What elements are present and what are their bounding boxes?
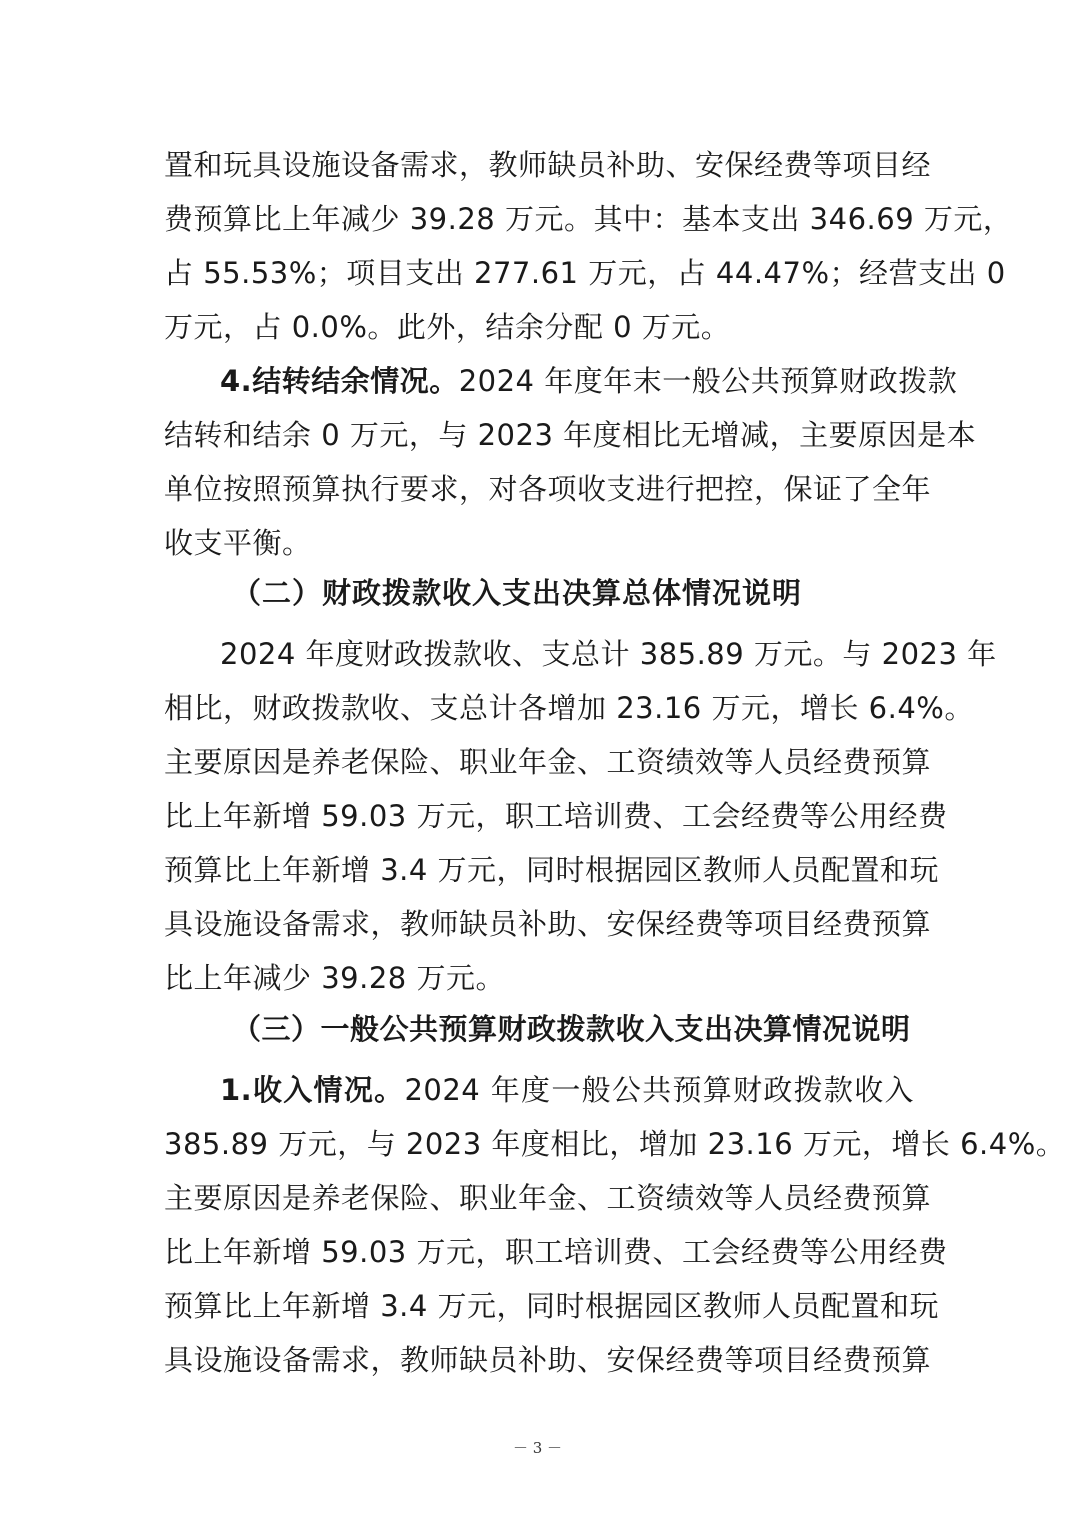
section-heading-3: （三）一般公共预算财政拨款收入支出决算情况说明: [232, 1012, 911, 1046]
body-line: 预算比上年新增 3.4 万元，同时根据园区教师人员配置和玩: [164, 853, 940, 887]
body-line: 收支平衡。: [164, 526, 312, 560]
body-line: 具设施设备需求，教师缺员补助、安保经费等项目经费预算: [164, 1343, 932, 1377]
body-line: 相比，财政拨款收、支总计各增加 23.16 万元，增长 6.4%。: [164, 691, 974, 725]
body-line: 费预算比上年减少 39.28 万元。其中：基本支出 346.69 万元，: [164, 202, 1013, 236]
paragraph-income-first-line: [220, 1067, 914, 1113]
body-line: 2024 年度财政拨款收、支总计 385.89 万元。与 2023 年: [220, 637, 997, 671]
body-text: 2024 年度一般公共预算财政拨款收入: [404, 1073, 914, 1107]
body-line: 结转和结余 0 万元，与 2023 年度相比无增减，主要原因是本: [164, 418, 977, 452]
body-line: 置和玩具设施设备需求，教师缺员补助、安保经费等项目经: [164, 148, 932, 182]
section-label-income: 1.收入情况。: [220, 1073, 405, 1107]
page-number: － 3 －: [512, 1439, 563, 1457]
body-line: 预算比上年新增 3.4 万元，同时根据园区教师人员配置和玩: [164, 1289, 940, 1323]
body-line: 比上年新增 59.03 万元，职工培训费、工会经费等公用经费: [164, 1235, 948, 1269]
body-line: 万元，占 0.0%。此外，结余分配 0 万元。: [164, 310, 731, 344]
body-line: 具设施设备需求，教师缺员补助、安保经费等项目经费预算: [164, 907, 932, 941]
body-text: 2024 年度年末一般公共预算财政拨款: [458, 364, 958, 398]
body-line: 主要原因是养老保险、职业年金、工资绩效等人员经费预算: [164, 1181, 932, 1215]
body-line: 比上年减少 39.28 万元。: [164, 961, 505, 995]
body-line: 主要原因是养老保险、职业年金、工资绩效等人员经费预算: [164, 745, 932, 779]
body-line: 比上年新增 59.03 万元，职工培训费、工会经费等公用经费: [164, 799, 948, 833]
section-label-carryover: 4.结转结余情况。: [220, 364, 459, 398]
body-line: 单位按照预算执行要求，对各项收支进行把控，保证了全年: [164, 472, 932, 506]
section-heading-2: （二）财政拨款收入支出决算总体情况说明: [232, 576, 803, 610]
body-line: 占 55.53%；项目支出 277.61 万元，占 44.47%；经营支出 0: [164, 256, 1006, 290]
body-line: 385.89 万元，与 2023 年度相比，增加 23.16 万元，增长 6.4%。: [164, 1127, 1066, 1161]
paragraph-carryover-first-line: [220, 358, 958, 404]
